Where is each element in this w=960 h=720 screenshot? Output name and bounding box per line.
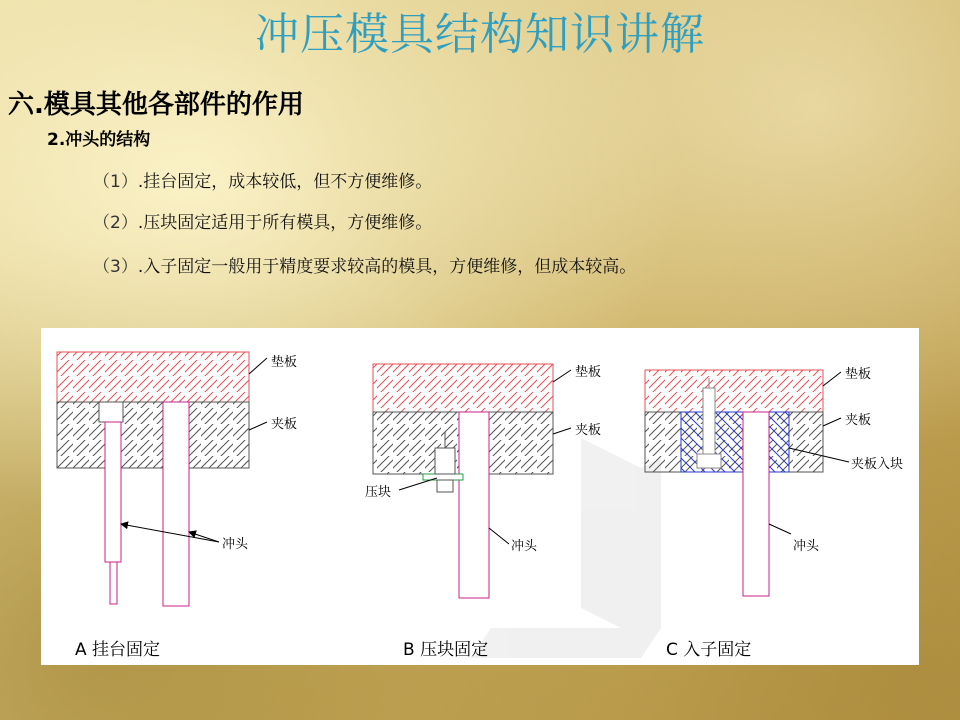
- label-punch-b: 冲头: [511, 539, 538, 554]
- label-insert-c: 夹板入块: [851, 457, 904, 472]
- diagram-a: [57, 352, 297, 660]
- slide-title: 冲压模具结构知识讲解: [255, 9, 705, 60]
- section-title: 六.模具其他各部件的作用: [8, 90, 304, 120]
- label-clamp-b: 夹板: [575, 423, 602, 438]
- item-number: （3）: [93, 257, 138, 277]
- label-backing-b: 垫板: [575, 365, 602, 380]
- punch-structure-diagram: [41, 328, 919, 665]
- list-item: [93, 252, 636, 277]
- diagram-b: [365, 364, 601, 660]
- label-clamp-c: 夹板: [845, 413, 872, 428]
- label-clamp-a: 夹板: [271, 417, 298, 432]
- list-item: [93, 208, 432, 233]
- label-backing-a: 垫板: [271, 355, 298, 370]
- list-item: [93, 167, 432, 192]
- label-punch-c: 冲头: [793, 539, 820, 554]
- label-backing-c: 垫板: [845, 367, 872, 382]
- label-press-b: 压块: [365, 485, 392, 500]
- item-number: （2）: [93, 213, 138, 233]
- caption-c: C 入子固定: [666, 640, 752, 660]
- caption-b: B 压块固定: [403, 640, 489, 660]
- item-number: （1）: [93, 172, 138, 192]
- label-punch-a: 冲头: [222, 537, 249, 552]
- item-text: .入子固定一般用于精度要求较高的模具，方便维修，但成本较高。: [137, 257, 637, 277]
- subsection-title: 2.冲头的结构: [47, 130, 151, 150]
- caption-a: A 挂台固定: [75, 640, 161, 660]
- diagram-c: [645, 366, 903, 660]
- item-text: .压块固定适用于所有模具，方便维修。: [137, 213, 433, 233]
- item-text: .挂台固定，成本较低，但不方便维修。: [137, 172, 433, 192]
